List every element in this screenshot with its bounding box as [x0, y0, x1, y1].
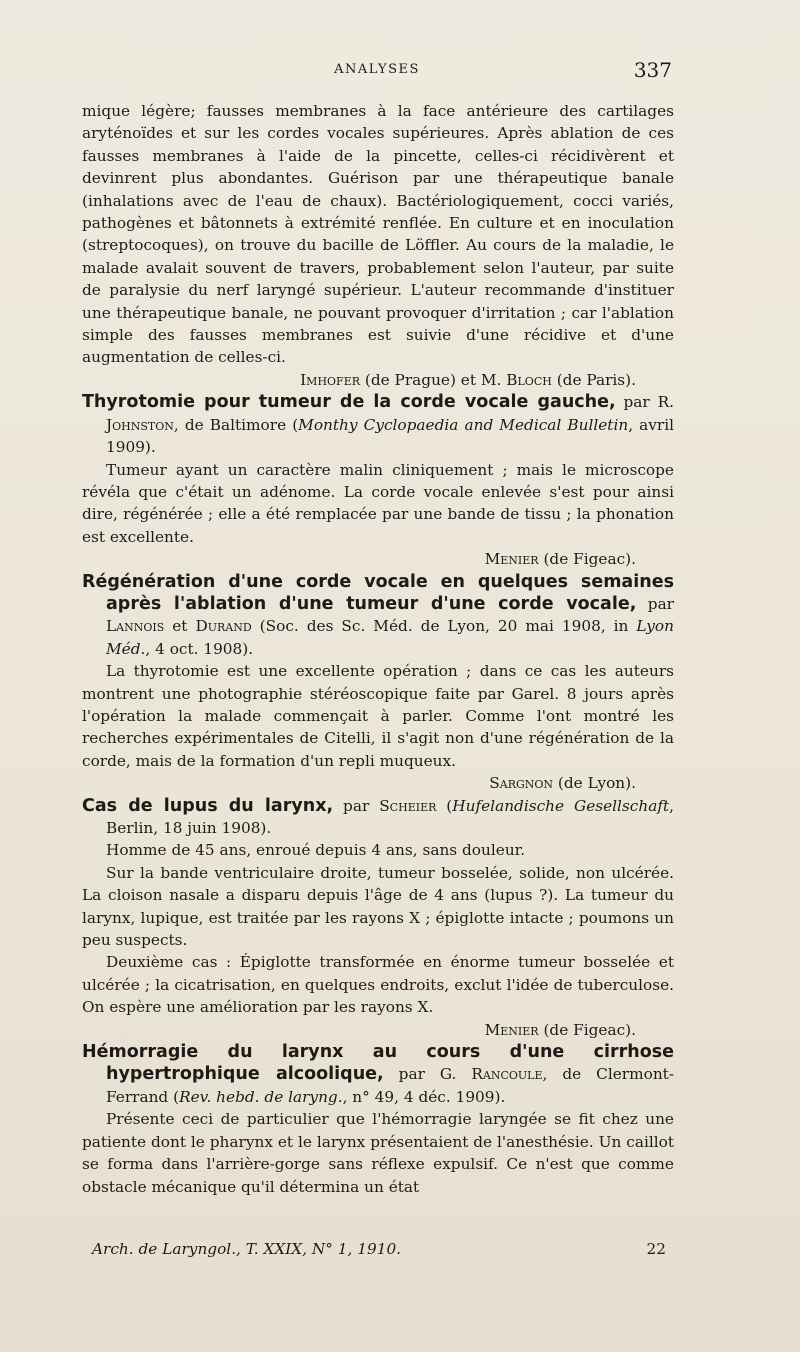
signature: Menier (de Figeac).	[484, 550, 636, 569]
article-body: La thyrotomie est une excellente opération ; dans ce cas les auteurs montrent une photographie stéréoscopique faite par Garel. 8 jours après l'opération la malade commençait à parler. Comme l'ont montré les recherches expérimentales de Citelli, il s'agit non d'une régénération de la corde, mais de la formation d'un repli muqueux.	[82, 662, 674, 770]
running-head: ANALYSES	[334, 62, 420, 77]
signature: Imhofer (de Prague) et M. Bloch (de Paris).	[300, 370, 636, 389]
article-heading: Régénération d'une corde vocale en quelques semaines après l'ablation d'une tumeur d'une corde vocale, par Lannois et Durand (Soc. des Sc. Méd. de Lyon, 20 mai 1908, in Lyon Méd., 4 oct. 1908).	[82, 571, 674, 658]
article-body: Homme de 45 ans, enroué depuis 4 ans, sans douleur.	[106, 841, 526, 860]
article-title: Cas de lupus du larynx,	[82, 795, 334, 816]
journal-reference: Arch. de Laryngol., T. XXIX, N° 1, 1910.	[92, 1240, 402, 1258]
article-body: Tumeur ayant un caractère malin cliniquement ; mais le microscope révéla que c'était un adénome. La corde vocale enlevée s'est pour ainsi dire, régénérée ; elle a été remplacée par une bande de tissu ; la phonation est excellente.	[82, 460, 674, 546]
intro-paragraph: mique légère; fausses membranes à la face antérieure des cartilages aryténoïdes et sur les cordes vocales supérieures. Après ablation de ces fausses membranes à l'aide de la pincette, celles-ci récidivèrent et devinrent plus abondantes. Guérison par une thérapeutique banale (inhalations avec de l'eau de chaux). Bactériologiquement, cocci variés, pathogènes et bâtonnets à extrémité renflée. En culture et en inoculation (streptocoques), on trouve du bacille de Löffler. Au cours de la maladie, le malade avalait souvent de travers, probablement selon l'auteur, par suite de paralysie du nerf laryngé supérieur. L'auteur recommande d'instituer une thérapeutique banale, ne pouvant provoquer d'irritation ; car l'ablation simple des fausses membranes est suivie d'une récidive et d'une augmentation de celles-ci.	[82, 102, 674, 367]
article-title: Hémorragie du larynx au cours d'une cirrhose hypertrophique alcoolique,	[82, 1042, 674, 1085]
page-header	[82, 58, 672, 86]
page-number: 337	[633, 58, 672, 82]
signature: Sargnon (de Lyon).	[489, 774, 636, 793]
article-body: Présente ceci de particulier que l'hémorragie laryngée se fit chez une patiente dont le pharynx et le larynx présentaient de l'anesthésie. Un caillot se forma dans l'arrière-gorge sans réflexe expulsif. Ce n'est que comme obstacle mécanique qu'il détermina un état	[82, 1110, 674, 1196]
signature: Menier (de Figeac).	[484, 1020, 636, 1039]
page-body	[82, 100, 674, 1198]
sheet-number: 22	[646, 1240, 666, 1258]
article-heading: Hémorragie du larynx au cours d'une cirrhose hypertrophique alcoolique, par G. Rancoule, de Clermont-Ferrand (Rev. hebd. de laryng., n° 49, 4 déc. 1909).	[82, 1042, 674, 1106]
article-body: Deuxième cas : Épiglotte transformée en énorme tumeur bosselée et ulcérée ; la cicatrisation, en quelques endroits, exclut l'idée de tuberculose. On espère une amélioration par les rayons X.	[82, 953, 674, 1017]
article-heading: Cas de lupus du larynx, par Scheier (Hufelandische Gesellschaft, Berlin, 18 juin 1908).	[82, 795, 675, 837]
article-title: Régénération d'une corde vocale en quelques semaines après l'ablation d'une tumeur d'une corde vocale,	[82, 571, 674, 614]
article-body: Sur la bande ventriculaire droite, tumeur bosselée, solide, non ulcérée. La cloison nasale a disparu depuis l'âge de 4 ans (lupus ?). La tumeur du larynx, lupique, est traitée par les rayons X ; épiglotte intacte ; poumons un peu suspects.	[82, 863, 674, 950]
article-title: Thyrotomie pour tumeur de la corde vocale gauche,	[82, 392, 616, 413]
article-heading: Thyrotomie pour tumeur de la corde vocale gauche, par R. Johnston, de Baltimore (Monthy Cyclopaedia and Medical Bulletin, avril 1909).	[82, 392, 674, 457]
page-footer	[82, 1240, 674, 1264]
